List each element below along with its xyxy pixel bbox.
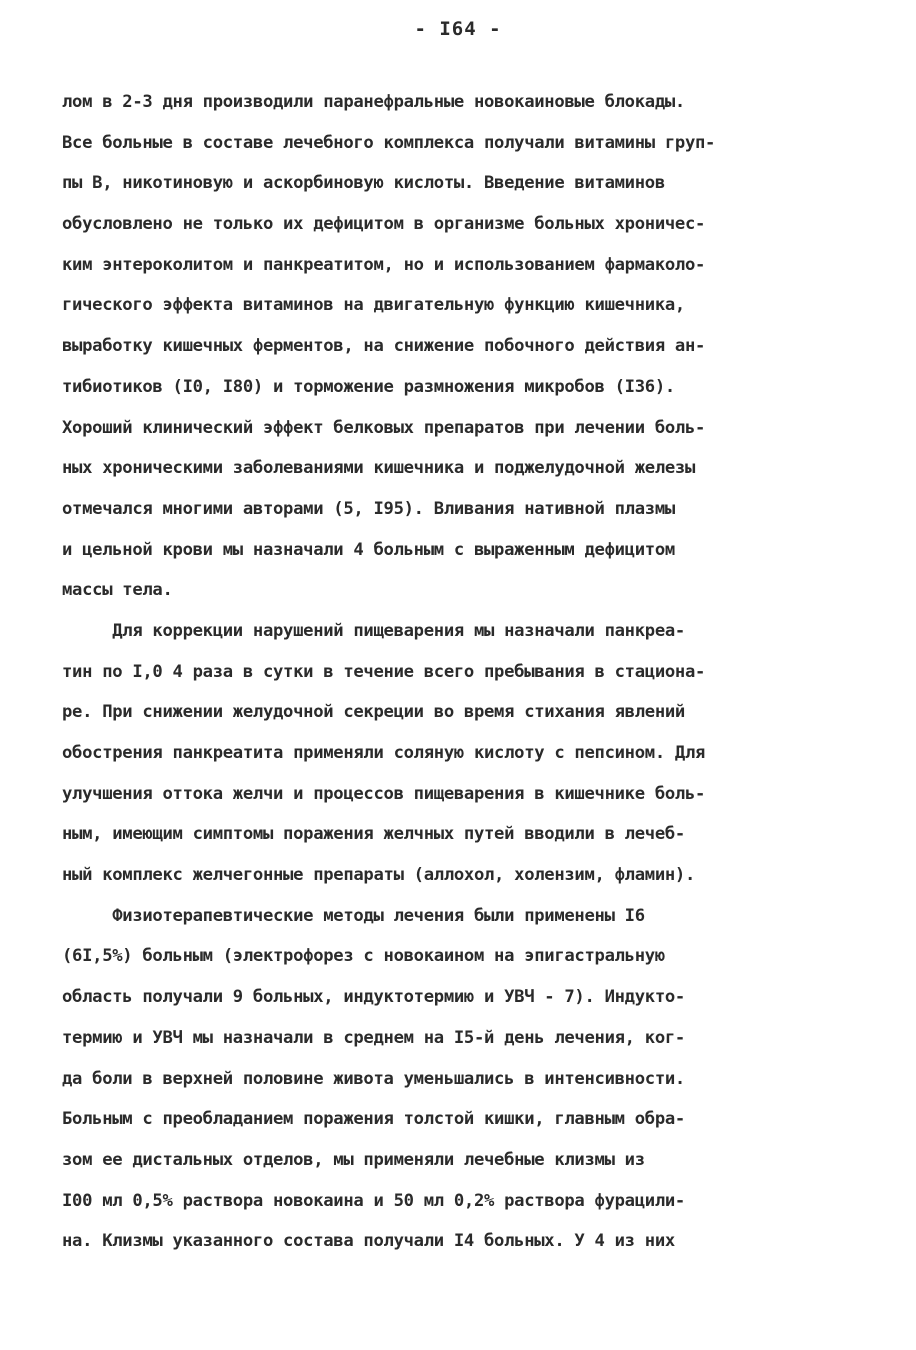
body-text (62, 82, 862, 1262)
text-line: лом в 2-3 дня производили паранефральные новокаиновые блокады. (62, 92, 685, 112)
text-line: отмечался многими авторами (5, I95). Вливания нативной плазмы (62, 498, 675, 519)
text-line: (6I,5%) больным (электрофорез с новокаином на эпигастральную (62, 946, 665, 967)
text-line: Хороший клинический эффект белковых препаратов при лечении боль- (62, 417, 706, 438)
text-line: гического эффекта витаминов на двигательную функцию кишечника, (62, 295, 685, 316)
text-line: I00 мл 0,5% раствора новокаина и 50 мл 0,2% раствора фурацили- (62, 1190, 685, 1211)
text-line: Для коррекции нарушений пищеварения мы назначали панкреа- (62, 620, 685, 641)
page-number: - I64 - (414, 18, 502, 40)
text-line: Больным с преобладанием поражения толстой кишки, главным обра- (62, 1109, 685, 1130)
text-line: зом ее дистальных отделов, мы применяли лечебные клизмы из (62, 1149, 645, 1170)
text-line: улучшения оттока желчи и процессов пищеварения в кишечнике боль- (62, 783, 706, 804)
text-line: ным, имеющим симптомы поражения желчных путей вводили в лечеб- (62, 824, 685, 845)
text-line: термию и УВЧ мы назначали в среднем на I5-й день лечения, ког- (62, 1027, 685, 1048)
text-line: тибиотиков (I0, I80) и торможение размножения микробов (I36). (62, 376, 675, 397)
text-line: тин по I,0 4 раза в сутки в течение всего пребывания в стациона- (62, 661, 706, 682)
text-line: массы тела. (62, 580, 173, 601)
text-line: Физиотерапевтические методы лечения были применены I6 (62, 905, 645, 926)
text-line: пы В, никотиновую и аскорбиновую кислоты. Введение витаминов (62, 173, 665, 194)
text-line: ных хроническими заболеваниями кишечника и поджелудочной железы (62, 458, 696, 479)
text-line: на. Клизмы указанного состава получали I4 больных. У 4 из них (62, 1231, 675, 1252)
text-line: Все больные в составе лечебного комплекса получали витамины груп- (62, 132, 716, 153)
text-line: область получали 9 больных, индуктотермию и УВЧ - 7). Индукто- (62, 987, 685, 1008)
text-line: и цельной крови мы назначали 4 больным с выраженным дефицитом (62, 539, 675, 560)
text-line: ре. При снижении желудочной секреции во время стихания явлений (62, 702, 685, 723)
text-line: ким энтероколитом и панкреатитом, но и использованием фармаколо- (62, 254, 706, 275)
text-line: да боли в верхней половине живота уменьшались в интенсивности. (62, 1068, 685, 1089)
text-line: обусловлено не только их дефицитом в организме больных хроничес- (62, 214, 706, 235)
text-line: ный комплекс желчегонные препараты (аллохол, холензим, фламин). (62, 865, 696, 886)
text-line: выработку кишечных ферментов, на снижение побочного действия ан- (62, 336, 706, 357)
text-line: обострения панкреатита применяли соляную кислоту с пепсином. Для (62, 743, 706, 763)
